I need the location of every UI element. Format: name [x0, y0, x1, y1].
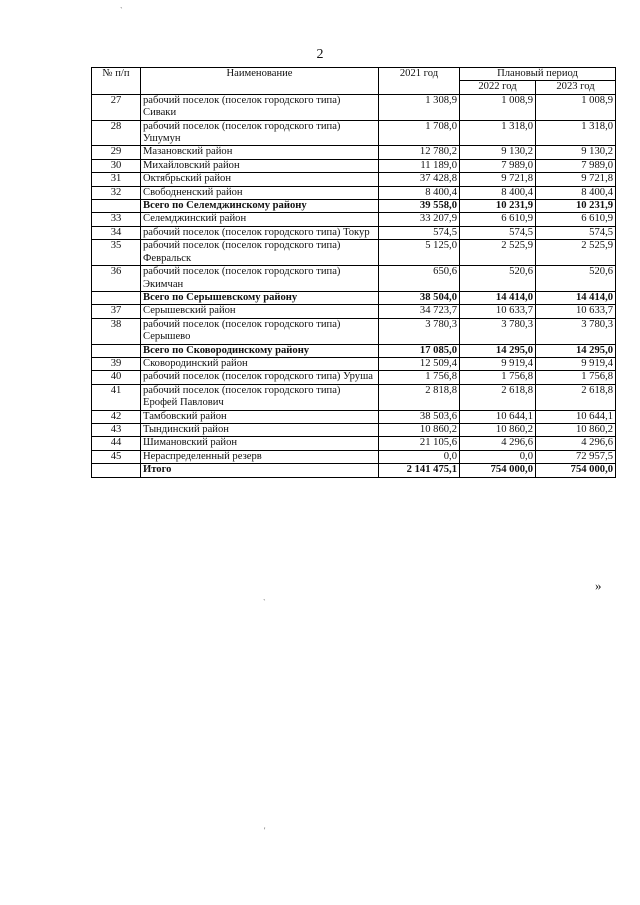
row-number: 32 — [92, 186, 141, 199]
row-number — [92, 344, 141, 357]
table-row — [92, 371, 616, 384]
value-2023: 9 721,8 — [536, 173, 616, 186]
value-2022: 6 610,9 — [460, 213, 536, 226]
row-number — [92, 200, 141, 213]
value-2022: 574,5 — [460, 226, 536, 239]
table-row — [92, 357, 616, 370]
col-header-2022: 2022 год — [460, 81, 536, 94]
table-row — [92, 186, 616, 199]
table-total-row — [92, 291, 616, 304]
value-2021: 1 308,9 — [379, 94, 460, 120]
value-2022: 1 756,8 — [460, 371, 536, 384]
value-2022: 8 400,4 — [460, 186, 536, 199]
value-2023: 14 295,0 — [536, 344, 616, 357]
value-2022: 2 618,8 — [460, 384, 536, 410]
row-name: рабочий поселок (поселок городского типа) Серышево — [141, 318, 379, 344]
row-number: 31 — [92, 173, 141, 186]
row-name: рабочий поселок (поселок городского типа) Токур — [141, 226, 379, 239]
page-number: 2 — [316, 47, 324, 62]
col-header-number: № п/п — [92, 68, 141, 95]
col-header-plan-period: Плановый период — [460, 68, 616, 81]
header-row — [92, 68, 616, 81]
value-2021: 37 428,8 — [379, 173, 460, 186]
value-2022: 10 644,1 — [460, 410, 536, 423]
col-header-name: Наименование — [141, 68, 379, 95]
value-2023: 2 618,8 — [536, 384, 616, 410]
value-2021: 3 780,3 — [379, 318, 460, 344]
row-name: Тындинский район — [141, 423, 379, 436]
row-number — [92, 291, 141, 304]
value-2023: 1 318,0 — [536, 120, 616, 146]
row-name: рабочий поселок (поселок городского типа) Уруша — [141, 371, 379, 384]
row-number: 27 — [92, 94, 141, 120]
value-2021: 17 085,0 — [379, 344, 460, 357]
value-2022: 2 525,9 — [460, 240, 536, 266]
value-2021: 38 504,0 — [379, 291, 460, 304]
value-2022: 14 414,0 — [460, 291, 536, 304]
row-number: 37 — [92, 305, 141, 318]
table-row — [92, 240, 616, 266]
row-number — [92, 464, 141, 477]
row-name: Всего по Серышевскому району — [141, 291, 379, 304]
value-2021: 2 818,8 — [379, 384, 460, 410]
row-number: 40 — [92, 371, 141, 384]
value-2023: 520,6 — [536, 266, 616, 292]
table-total-row — [92, 200, 616, 213]
row-number: 44 — [92, 437, 141, 450]
value-2023: 1 008,9 — [536, 94, 616, 120]
table-row — [92, 305, 616, 318]
scan-speck: ` — [263, 598, 266, 607]
table-row — [92, 173, 616, 186]
value-2021: 39 558,0 — [379, 200, 460, 213]
table-row — [92, 146, 616, 159]
row-number: 36 — [92, 266, 141, 292]
value-2021: 12 509,4 — [379, 357, 460, 370]
table-row — [92, 318, 616, 344]
row-name: рабочий поселок (поселок городского типа) Февральск — [141, 240, 379, 266]
value-2022: 9 919,4 — [460, 357, 536, 370]
value-2022: 9 721,8 — [460, 173, 536, 186]
value-2021: 34 723,7 — [379, 305, 460, 318]
value-2021: 2 141 475,1 — [379, 464, 460, 477]
row-name: Шимановский район — [141, 437, 379, 450]
value-2022: 9 130,2 — [460, 146, 536, 159]
value-2023: 2 525,9 — [536, 240, 616, 266]
value-2021: 0,0 — [379, 450, 460, 463]
value-2023: 10 633,7 — [536, 305, 616, 318]
table-body — [92, 94, 616, 477]
value-2023: 1 756,8 — [536, 371, 616, 384]
value-2023: 4 296,6 — [536, 437, 616, 450]
scan-speck: ` — [120, 6, 123, 15]
row-name: Серышевский район — [141, 305, 379, 318]
value-2023: 6 610,9 — [536, 213, 616, 226]
value-2021: 1 756,8 — [379, 371, 460, 384]
row-name: Михайловский район — [141, 159, 379, 172]
table-row — [92, 94, 616, 120]
table-row — [92, 437, 616, 450]
row-number: 39 — [92, 357, 141, 370]
value-2021: 8 400,4 — [379, 186, 460, 199]
row-number: 45 — [92, 450, 141, 463]
value-2021: 5 125,0 — [379, 240, 460, 266]
table-total-row — [92, 464, 616, 477]
row-name: Селемджинский район — [141, 213, 379, 226]
value-2023: 10 644,1 — [536, 410, 616, 423]
value-2023: 72 957,5 — [536, 450, 616, 463]
row-name: Нераспределенный резерв — [141, 450, 379, 463]
table-row — [92, 410, 616, 423]
value-2021: 33 207,9 — [379, 213, 460, 226]
row-name: Свободненский район — [141, 186, 379, 199]
value-2022: 1 008,9 — [460, 94, 536, 120]
scan-speck: ' — [264, 826, 266, 835]
row-name: Мазановский район — [141, 146, 379, 159]
value-2022: 7 989,0 — [460, 159, 536, 172]
budget-table — [91, 67, 616, 478]
row-number: 33 — [92, 213, 141, 226]
row-name: Тамбовский район — [141, 410, 379, 423]
table-total-row — [92, 344, 616, 357]
value-2023: 14 414,0 — [536, 291, 616, 304]
value-2022: 1 318,0 — [460, 120, 536, 146]
row-name: Октябрьский район — [141, 173, 379, 186]
row-name: рабочий поселок (поселок городского типа) Экимчан — [141, 266, 379, 292]
value-2023: 574,5 — [536, 226, 616, 239]
row-number: 42 — [92, 410, 141, 423]
value-2022: 3 780,3 — [460, 318, 536, 344]
value-2021: 21 105,6 — [379, 437, 460, 450]
value-2023: 9 919,4 — [536, 357, 616, 370]
table-row — [92, 120, 616, 146]
row-number: 43 — [92, 423, 141, 436]
table-row — [92, 213, 616, 226]
value-2021: 650,6 — [379, 266, 460, 292]
value-2022: 754 000,0 — [460, 464, 536, 477]
value-2022: 10 231,9 — [460, 200, 536, 213]
value-2022: 14 295,0 — [460, 344, 536, 357]
value-2023: 10 860,2 — [536, 423, 616, 436]
row-name: рабочий поселок (поселок городского типа) Ушумун — [141, 120, 379, 146]
value-2023: 754 000,0 — [536, 464, 616, 477]
value-2023: 8 400,4 — [536, 186, 616, 199]
table-row — [92, 450, 616, 463]
value-2023: 3 780,3 — [536, 318, 616, 344]
row-name: Всего по Селемджинскому району — [141, 200, 379, 213]
value-2022: 10 860,2 — [460, 423, 536, 436]
value-2021: 1 708,0 — [379, 120, 460, 146]
row-name: Сковородинский район — [141, 357, 379, 370]
row-number: 30 — [92, 159, 141, 172]
value-2022: 0,0 — [460, 450, 536, 463]
table-row — [92, 226, 616, 239]
table-row — [92, 266, 616, 292]
value-2023: 7 989,0 — [536, 159, 616, 172]
col-header-2021: 2021 год — [379, 68, 460, 95]
value-2022: 4 296,6 — [460, 437, 536, 450]
row-number: 35 — [92, 240, 141, 266]
row-number: 38 — [92, 318, 141, 344]
row-number: 28 — [92, 120, 141, 146]
value-2023: 9 130,2 — [536, 146, 616, 159]
col-header-2023: 2023 год — [536, 81, 616, 94]
value-2021: 10 860,2 — [379, 423, 460, 436]
value-2022: 520,6 — [460, 266, 536, 292]
value-2021: 12 780,2 — [379, 146, 460, 159]
row-number: 41 — [92, 384, 141, 410]
closing-quote: » — [595, 578, 602, 593]
row-name: Всего по Сковородинскому району — [141, 344, 379, 357]
row-number: 34 — [92, 226, 141, 239]
table-row — [92, 159, 616, 172]
value-2022: 10 633,7 — [460, 305, 536, 318]
row-name: рабочий поселок (поселок городского типа) Сиваки — [141, 94, 379, 120]
value-2021: 11 189,0 — [379, 159, 460, 172]
row-name: рабочий поселок (поселок городского типа) Ерофей Павлович — [141, 384, 379, 410]
row-name: Итого — [141, 464, 379, 477]
value-2021: 574,5 — [379, 226, 460, 239]
table-row — [92, 384, 616, 410]
value-2023: 10 231,9 — [536, 200, 616, 213]
value-2021: 38 503,6 — [379, 410, 460, 423]
table-row — [92, 423, 616, 436]
row-number: 29 — [92, 146, 141, 159]
